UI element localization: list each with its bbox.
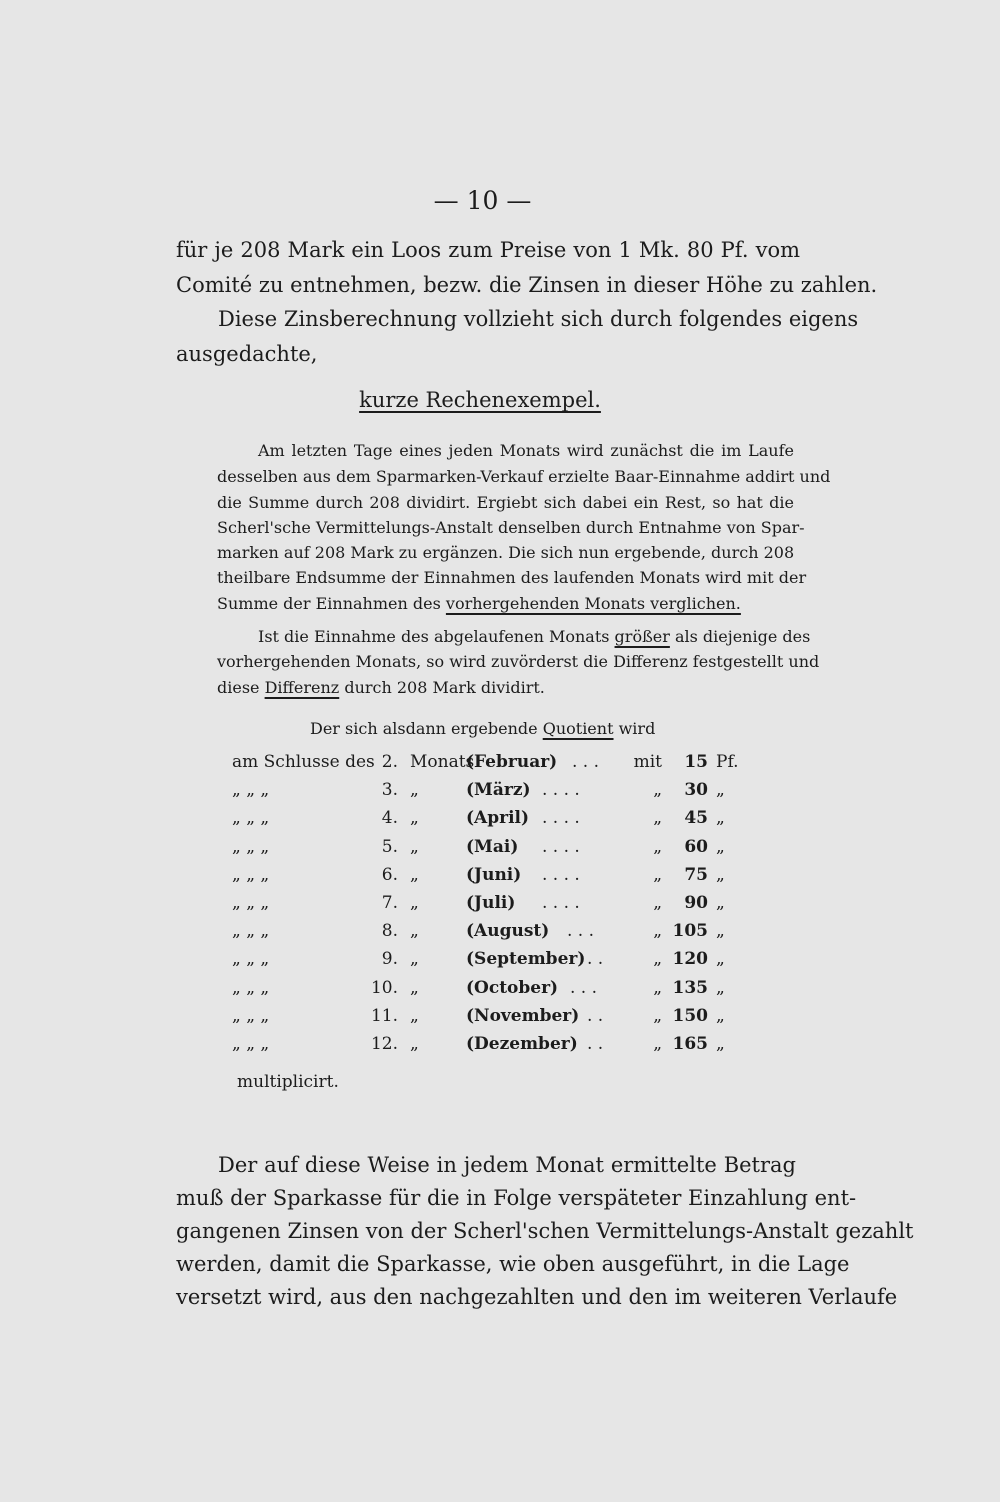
quotient-table — [232, 752, 752, 1062]
text-line: Am letzten Tage eines jeden Monats wird zunächst die im Laufe — [258, 441, 794, 460]
section-heading: kurze Rechenexempel. — [359, 388, 601, 412]
table-row: „ „ „ 7. „ (Juli) . . . . „ 90 „ — [232, 892, 725, 913]
table-row: „ „ „ 10. „ (October) . . . „ 135 „ — [232, 977, 725, 998]
text-line: für je 208 Mark ein Loos zum Preise von 1 Mk. 80 Pf. vom — [176, 238, 800, 262]
text-line: marken auf 208 Mark zu ergänzen. Die sich nun ergebende, durch 208 — [217, 543, 795, 562]
table-row: „ „ „ 12. „ (Dezember) . . „ 165 „ — [232, 1033, 725, 1054]
text-line: Comité zu entnehmen, bezw. die Zinsen in dieser Höhe zu zahlen. — [176, 273, 878, 297]
underlined-word: Differenz — [264, 678, 340, 697]
text-line: Scherl'sche Vermittelungs-Anstalt denselben durch Entnahme von Spar- — [217, 518, 805, 537]
text-line: Der sich alsdann ergebende Quotient wird — [310, 719, 656, 738]
text-line: Summe der Einnahmen des vorhergehenden Monats verglichen. — [217, 594, 741, 613]
text-line: Ist die Einnahme des abgelaufenen Monats größer als diejenige des — [258, 627, 811, 646]
underlined-word: Quotient — [542, 719, 614, 738]
table-row: „ „ „ 8. „ (August) . . . „ 105 „ — [232, 921, 725, 942]
table-row: „ „ „ 3. „ (März) . . . . „ 30 „ — [232, 780, 725, 801]
table-row: „ „ „ 5. „ (Mai) . . . . „ 60 „ — [232, 836, 725, 857]
text-line: werden, damit die Sparkasse, wie oben ausgeführt, in die Lage — [176, 1252, 850, 1276]
text-line: desselben aus dem Sparmarken-Verkauf erzielte Baar-Einnahme addirt und — [217, 467, 831, 486]
text-line: diese Differenz durch 208 Mark dividirt. — [217, 678, 545, 697]
underlined-word: größer — [614, 627, 670, 646]
text-line: versetzt wird, aus den nachgezahlten und den im weiteren Verlaufe — [176, 1285, 898, 1309]
page-number: — 10 — — [433, 186, 532, 215]
text-line: muß der Sparkasse für die in Folge verspäteter Einzahlung ent- — [176, 1186, 857, 1210]
text-line: Diese Zinsberechnung vollzieht sich durch folgendes eigens — [218, 307, 859, 331]
text-line: vorhergehenden Monats, so wird zuvörderst die Differenz festgestellt und — [217, 652, 820, 671]
text-line: gangenen Zinsen von der Scherl'schen Vermittelungs-Anstalt gezahlt — [176, 1219, 914, 1243]
table-conclusion: multiplicirt. — [237, 1072, 339, 1092]
underlined-phrase: vorhergehenden Monats verglichen. — [445, 594, 741, 613]
text-line: ausgedachte, — [176, 342, 318, 366]
text-line: Der auf diese Weise in jedem Monat ermittelte Betrag — [218, 1153, 796, 1177]
text-line: theilbare Endsumme der Einnahmen des laufenden Monats wird mit der — [217, 568, 807, 587]
table-row: „ „ „ 4. „ (April) . . . . „ 45 „ — [232, 808, 725, 829]
table-row: „ „ „ 6. „ (Juni) . . . . „ 75 „ — [232, 864, 725, 885]
text-line: die Summe durch 208 dividirt. Ergiebt sich dabei ein Rest, so hat die — [217, 493, 794, 512]
table-row: „ „ „ 9. „ (September) . . „ 120 „ — [232, 949, 725, 970]
table-row: „ „ „ 11. „ (November) . . „ 150 „ — [232, 1005, 725, 1026]
table-row: am Schlusse des 2. Monats (Februar) mit 15 Pf. . . . — [232, 752, 739, 772]
